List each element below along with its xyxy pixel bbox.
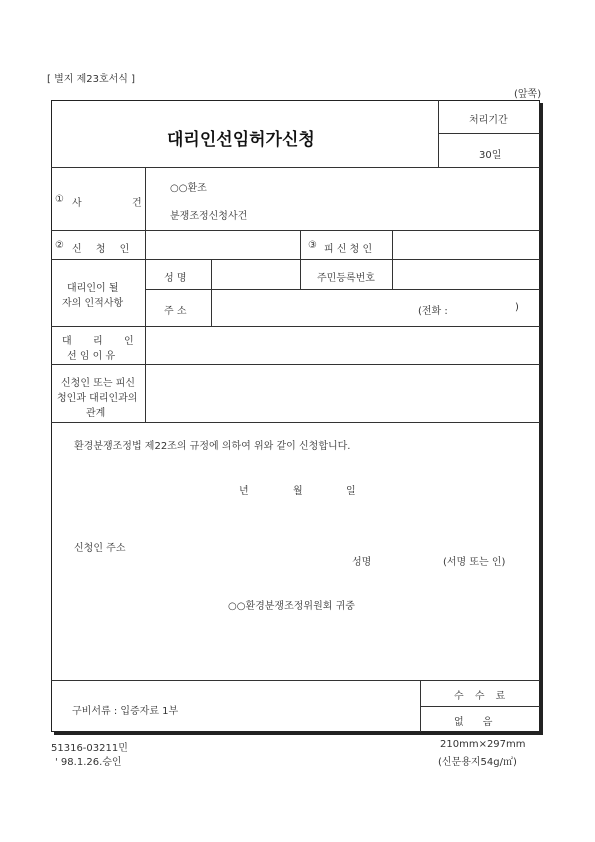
divider-processing xyxy=(438,133,540,134)
applicant-label-number: ② xyxy=(55,240,64,251)
divider-relationship xyxy=(51,422,540,423)
agent-name-label: 성 명 xyxy=(164,273,187,284)
frame-shadow-right xyxy=(540,103,543,735)
signature-name-label: 성명 xyxy=(352,557,372,568)
processing-period-label: 처리기간 xyxy=(469,115,508,126)
agent-label-line-2: 자의 인적사항 xyxy=(62,298,124,309)
case-line-2: 분쟁조정신청사건 xyxy=(170,211,248,222)
application-form xyxy=(51,100,540,732)
footer-code: 51316-03211민 xyxy=(51,743,128,754)
divider-case xyxy=(51,230,540,231)
agent-address-label: 주 소 xyxy=(164,306,187,317)
relationship-line-1: 신청인 또는 피신 xyxy=(61,378,135,389)
divider-reason xyxy=(51,364,540,365)
footer-size: 210mm×297mm xyxy=(440,739,526,750)
reason-line-2: 선 임 이 유 xyxy=(67,351,116,362)
agent-phone-open: (전화 : xyxy=(418,306,448,317)
relationship-line-3: 관계 xyxy=(86,408,106,419)
fee-label: 수 수 료 xyxy=(454,691,510,702)
respondent-label: 피 신 청 인 xyxy=(324,244,373,255)
divider-body xyxy=(51,680,540,681)
case-label-number: ① xyxy=(55,194,64,205)
form-number: [ 별지 제23호서식 ] xyxy=(47,74,136,85)
frame-shadow-bottom xyxy=(54,732,543,735)
case-label-b: 건 xyxy=(132,198,142,209)
case-label-a: 사 xyxy=(72,198,82,209)
agent-label-line-1: 대리인이 될 xyxy=(67,283,119,294)
divider-v-agent-labels xyxy=(211,259,212,326)
divider-v-respondent-value xyxy=(392,230,393,259)
agent-phone-close: ) xyxy=(515,302,519,313)
applicant-label: 신 청 인 xyxy=(72,244,135,255)
footer-paper: (신문용지54g/㎡) xyxy=(438,757,517,768)
divider-agent xyxy=(51,326,540,327)
reason-line-1-b: 리 xyxy=(93,336,103,347)
date-year: 년 xyxy=(239,486,249,497)
reason-line-1-c: 인 xyxy=(124,336,134,347)
footer-approval: ' 98.1.26.승인 xyxy=(55,757,122,768)
divider-applicant xyxy=(51,259,540,260)
divider-v-id xyxy=(300,259,301,289)
front-side-label: (앞쪽) xyxy=(514,89,542,100)
declaration-text: 환경분쟁조정법 제22조의 규정에 의하여 위와 같이 신청합니다. xyxy=(74,441,351,452)
divider-agent-name xyxy=(145,289,540,290)
form-title: 대리인선임허가신청 xyxy=(167,130,315,150)
agent-id-label: 주민등록번호 xyxy=(317,273,375,284)
case-line-1: ○○환조 xyxy=(170,183,207,194)
applicant-address-label: 신청인 주소 xyxy=(74,543,126,554)
addressee: ○○환경분쟁조정위원회 귀중 xyxy=(228,601,355,612)
fee-value: 없 음 xyxy=(454,717,493,728)
divider-v-processing xyxy=(438,100,439,167)
divider-v-id-value xyxy=(392,259,393,289)
relationship-line-2: 청인과 대리인과의 xyxy=(57,393,138,404)
divider-fee xyxy=(420,706,540,707)
respondent-label-number: ③ xyxy=(308,240,317,251)
signature-note: (서명 또는 인) xyxy=(443,557,506,568)
date-month: 월 xyxy=(293,486,303,497)
attachments-label: 구비서류 : 입증자료 1부 xyxy=(72,706,179,717)
processing-period-value: 30일 xyxy=(479,150,502,161)
reason-line-1-a: 대 xyxy=(62,336,72,347)
date-day: 일 xyxy=(346,486,356,497)
divider-v-fee xyxy=(420,680,421,732)
divider-v-respondent xyxy=(300,230,301,259)
divider-title xyxy=(51,167,540,168)
divider-v-labels xyxy=(145,167,146,422)
